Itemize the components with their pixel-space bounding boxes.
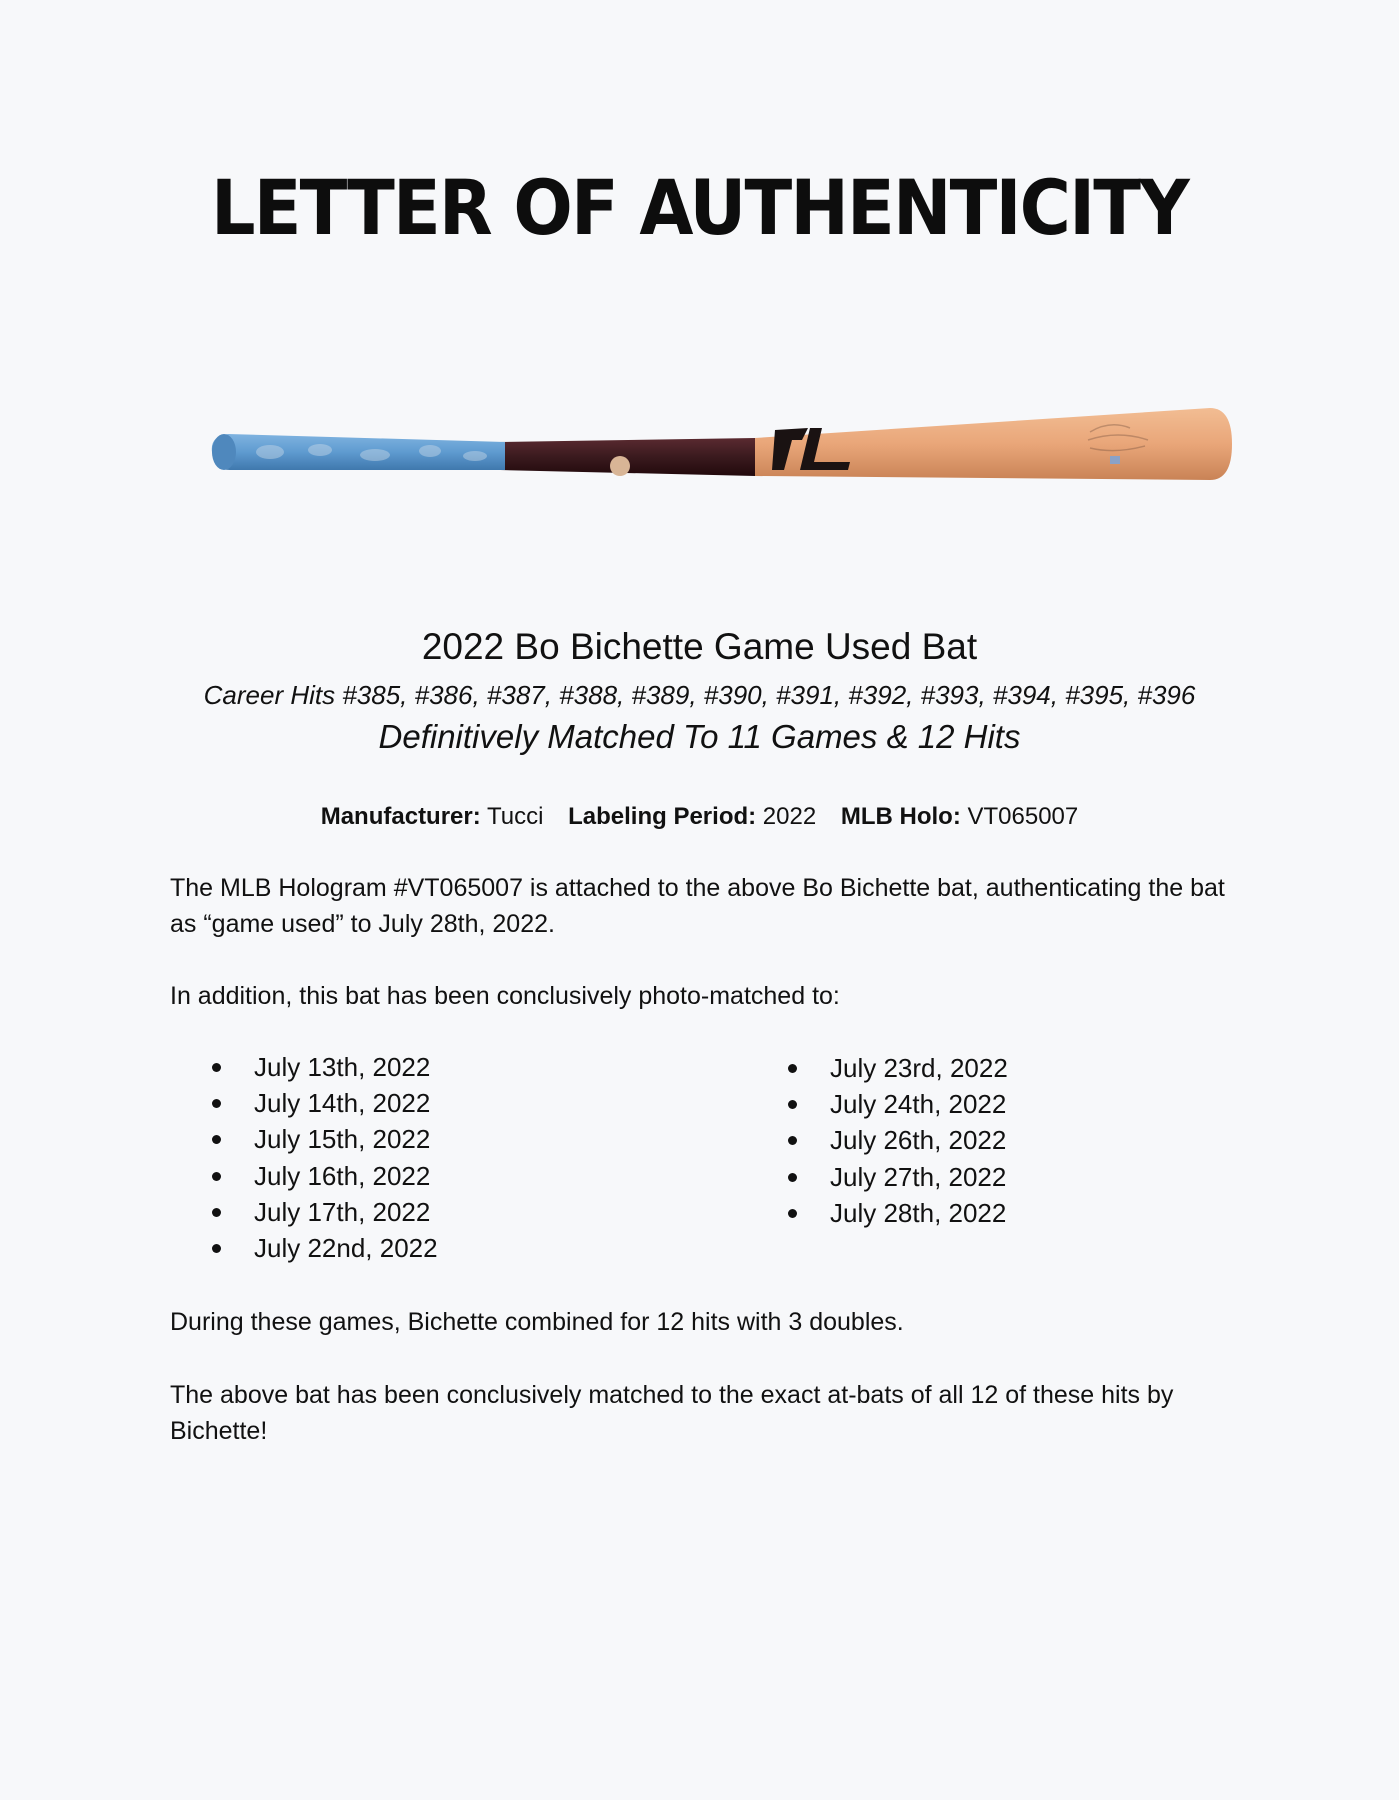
- list-item: July 22nd, 2022: [212, 1230, 438, 1266]
- games-summary: During these games, Bichette combined for 12 hits with 3 doubles.: [170, 1308, 904, 1336]
- list-item: July 27th, 2022: [788, 1159, 1008, 1195]
- manufacturer-label: Manufacturer:: [320, 803, 481, 830]
- list-item: July 15th, 2022: [212, 1121, 438, 1157]
- list-item: July 16th, 2022: [212, 1158, 438, 1194]
- career-hits-line: Career Hits #385, #386, #387, #388, #389, #390, #391, #392, #393, #394, #395, #396: [203, 680, 1196, 710]
- list-item: July 28th, 2022: [788, 1195, 1008, 1231]
- dates-list-left: [212, 1049, 438, 1266]
- list-item: July 17th, 2022: [212, 1194, 438, 1230]
- labeling-period-label: Labeling Period:: [568, 803, 757, 830]
- page-title: LETTER OF AUTHENTICITY: [211, 163, 1188, 252]
- list-item: July 24th, 2022: [788, 1086, 1008, 1122]
- list-item: July 14th, 2022: [212, 1085, 438, 1121]
- dates-list-right: [788, 1050, 1008, 1231]
- manufacturer-value: Tucci: [486, 803, 544, 830]
- at-bats-paragraph: The above bat has been conclusively matched to the exact at-bats of all 12 of these hits by Bichette!: [170, 1381, 1174, 1445]
- matched-summary: Definitively Matched To 11 Games & 12 Hits: [378, 718, 1021, 755]
- hologram-paragraph: The MLB Hologram #VT065007 is attached to the above Bo Bichette bat, authenticating the bat as “game used” to July 28th, 2022.: [170, 874, 1225, 938]
- mlb-holo-value: VT065007: [967, 803, 1079, 830]
- labeling-period-value: 2022: [762, 803, 817, 830]
- bat-image: [210, 400, 1240, 500]
- specs-line: [0, 805, 1399, 829]
- bat-heading: 2022 Bo Bichette Game Used Bat: [421, 626, 978, 667]
- list-item: July 23rd, 2022: [788, 1050, 1008, 1086]
- mlb-holo-label: MLB Holo:: [840, 803, 961, 830]
- photo-match-intro: In addition, this bat has been conclusively photo-matched to:: [170, 982, 840, 1010]
- list-item: July 26th, 2022: [788, 1122, 1008, 1158]
- list-item: July 13th, 2022: [212, 1049, 438, 1085]
